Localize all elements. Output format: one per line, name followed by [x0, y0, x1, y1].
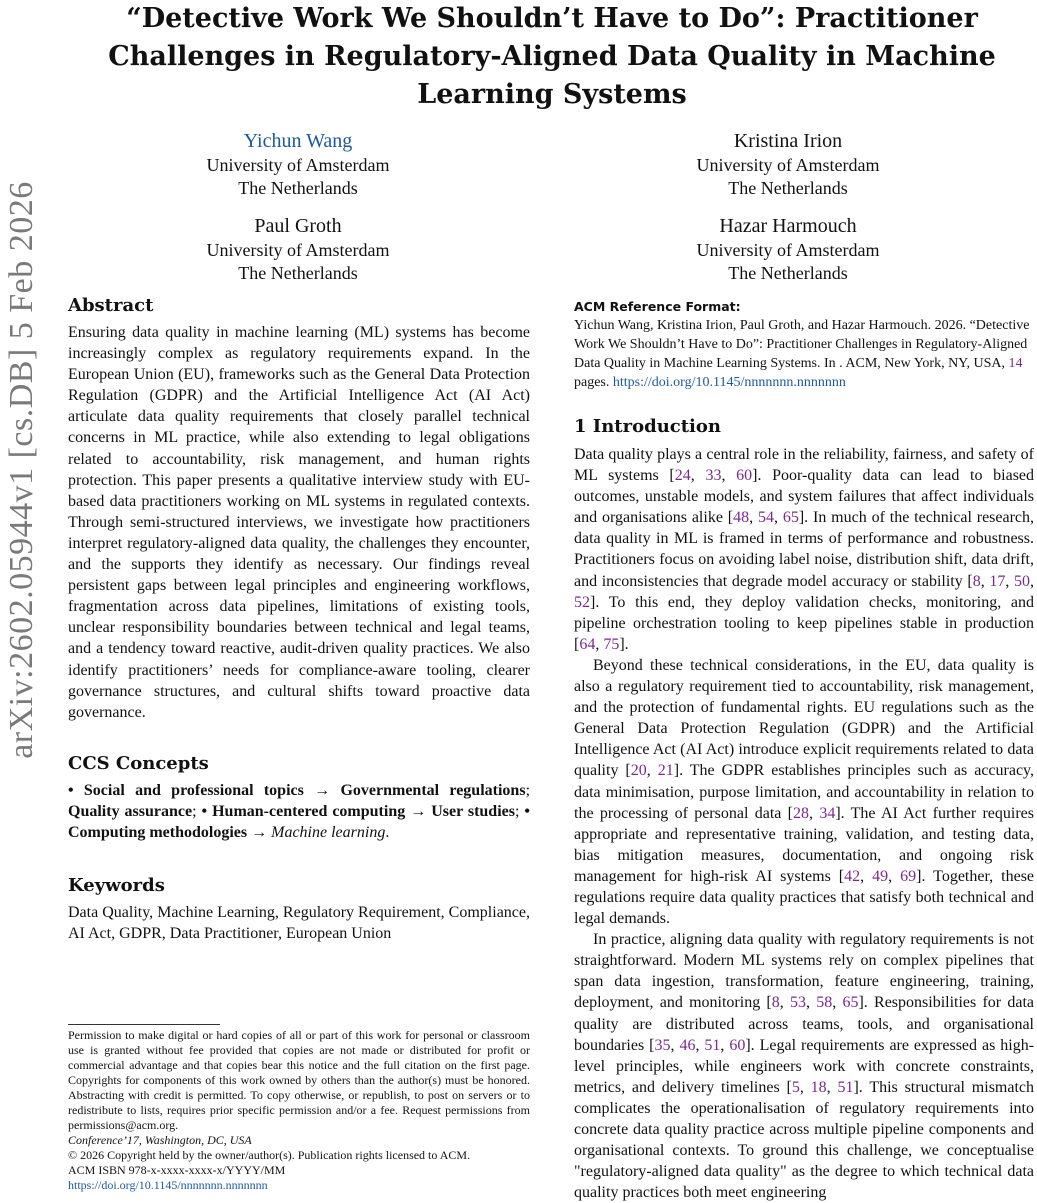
- citation-link[interactable]: 52: [574, 593, 590, 611]
- paragraph-text: ,: [773, 509, 783, 527]
- paragraph-text: ,: [1030, 572, 1035, 590]
- ccs-section: [68, 752, 530, 843]
- citation-link[interactable]: 60: [729, 1036, 746, 1054]
- footnote-doi-link[interactable]: https://doi.org/10.1145/nnnnnnn.nnnnnnn: [68, 1178, 268, 1192]
- citation-link[interactable]: 8: [972, 572, 981, 590]
- intro-paragraph-1: [574, 444, 1034, 655]
- paragraph-text: ,: [806, 994, 817, 1012]
- paragraph-text: ,: [799, 1078, 811, 1096]
- author-affiliation: University of Amsterdam: [206, 240, 390, 260]
- citation-link[interactable]: 28: [793, 804, 809, 822]
- paragraph-text: ]. To this end, they deploy validation checks, monitoring, and pipeline orchestration tooling to keep pipelines stable in production [: [574, 593, 1034, 653]
- arxiv-stamp: arXiv:2602.05944v1 [cs.DB] 5 Feb 2026: [3, 181, 40, 759]
- paragraph-text: ]. Together, these regulations require data quality practices that satisfy both technical and legal demands.: [574, 867, 1035, 928]
- paragraph-text: ,: [695, 1036, 705, 1054]
- paper-title: “Detective Work We Shouldn’t Have to Do”: Practitioner Challenges in Regulatory-Aligned Data Quality in Machine Learning Systems: [108, 3, 996, 110]
- paragraph-text: ,: [595, 635, 604, 653]
- paragraph-text: ]. Responsibilities for data quality are distributed across teams, tools, and organisational boundaries [: [574, 994, 1035, 1054]
- footnote: [68, 1028, 530, 1193]
- paragraph-text: ,: [646, 762, 658, 780]
- author-name: Hazar Harmouch: [719, 215, 857, 237]
- citation-link[interactable]: 48: [733, 509, 750, 527]
- copyright-line: © 2026 Copyright held by the owner/author(s). Publication rights licensed to ACM.: [68, 1148, 471, 1162]
- citation-link[interactable]: 58: [816, 994, 833, 1012]
- citation-link[interactable]: 33: [705, 467, 722, 485]
- citation-link[interactable]: 50: [1014, 572, 1031, 590]
- paragraph-text: ,: [809, 804, 820, 822]
- acm-ref-text: Yichun Wang, Kristina Irion, Paul Groth, and Hazar Harmouch. 2026. “Detective Work We Shouldn’t Have to Do”: Practitioner Challenges in Regulatory-Aligned Data Quality in Machine Learning Systems. In . ACM, New York, NY, USA, 14 pages. https://doi.org/10.1145/nnnnnnn.nnnnnnn: [574, 318, 1030, 390]
- paragraph-text: ,: [779, 994, 790, 1012]
- author-name: Kristina Irion: [733, 130, 843, 152]
- paragraph-text: ]. Legal requirements are expressed as high-level principles, while engineers work with concrete constraints, metrics, and delivery timelines [: [574, 1036, 1035, 1096]
- paragraph-text: ]. The GDPR establishes principles such as accuracy, data minimisation, purpose limitation, and accountability in relation to the processing of personal data [: [574, 762, 1035, 822]
- paragraph-text: ,: [826, 1078, 838, 1096]
- paragraph-text: ,: [860, 867, 873, 885]
- keywords-heading: Keywords: [68, 875, 165, 896]
- ccs-heading: CCS Concepts: [68, 753, 209, 774]
- footnote-rule: [68, 1024, 220, 1025]
- paragraph-text: ,: [720, 1036, 730, 1054]
- author-affiliation: University of Amsterdam: [696, 155, 880, 175]
- author-country: The Netherlands: [238, 263, 358, 283]
- abstract-heading: Abstract: [68, 295, 154, 316]
- citation-link[interactable]: 60: [736, 467, 753, 485]
- abstract-section: [68, 294, 530, 723]
- citation-link[interactable]: 65: [782, 509, 799, 527]
- citation-link[interactable]: 24: [674, 467, 691, 485]
- intro-paragraph-3: [574, 929, 1034, 1203]
- intro-paragraph-2: [574, 655, 1034, 929]
- author-country: The Netherlands: [728, 263, 848, 283]
- citation-link[interactable]: 20: [630, 762, 647, 780]
- paragraph-text: ,: [888, 867, 901, 885]
- author-affiliation: University of Amsterdam: [696, 240, 880, 260]
- paragraph-text: ,: [749, 509, 758, 527]
- pages-link[interactable]: 14: [1008, 356, 1023, 371]
- keywords-text: Data Quality, Machine Learning, Regulatory Requirement, Compliance, AI Act, GDPR, Data Practitioner, European Union: [68, 904, 530, 943]
- paragraph-text: ]. The AI Act further requires appropriate and representative training, validation, and testing data, bias mitigation measures, documentation, and ongoing risk management for high-risk AI systems [: [574, 804, 1035, 885]
- conference-line: Conference’17, Washington, DC, USA: [68, 1133, 252, 1147]
- paragraph-text: ]. This structural mismatch complicates the operationalisation of regulatory requirements into concrete data quality practice across multiple pipeline components and organisational contexts. To ground this challenge, we conceptualise "regulatory-aligned data quality" as the degree to which technical data quality practices both meet engineering: [574, 1078, 1035, 1202]
- citation-link[interactable]: 54: [757, 509, 774, 527]
- citation-link[interactable]: 53: [790, 994, 806, 1012]
- citation-link[interactable]: 8: [771, 994, 780, 1012]
- citation-link[interactable]: 46: [679, 1036, 696, 1054]
- isbn-line: ACM ISBN 978-x-xxxx-xxxx-x/YYYY/MM: [68, 1163, 286, 1177]
- citation-link[interactable]: 64: [579, 635, 596, 653]
- author-block: [638, 213, 938, 285]
- citation-link[interactable]: 42: [844, 867, 861, 885]
- acm-ref-doi-link[interactable]: https://doi.org/10.1145/nnnnnnn.nnnnnnn: [612, 375, 846, 390]
- citation-link[interactable]: 51: [837, 1078, 854, 1096]
- citation-link[interactable]: 75: [603, 635, 620, 653]
- paragraph-text: ,: [1005, 572, 1015, 590]
- author-block: [148, 128, 448, 200]
- citation-link[interactable]: 18: [810, 1078, 827, 1096]
- citation-link[interactable]: 21: [657, 762, 674, 780]
- paragraph-text: Data quality plays a central role in the reliability, fairness, and safety of ML systems [: [574, 446, 1034, 485]
- author-affiliation: University of Amsterdam: [206, 155, 390, 175]
- paragraph-text: ,: [980, 572, 990, 590]
- acm-ref-heading: ACM Reference Format:: [574, 299, 741, 314]
- keywords-section: [68, 874, 530, 944]
- acm-reference: [574, 298, 1034, 392]
- citation-link[interactable]: 34: [819, 804, 836, 822]
- citation-link[interactable]: 49: [872, 867, 889, 885]
- paragraph-text: ,: [670, 1036, 680, 1054]
- author-country: The Netherlands: [728, 178, 848, 198]
- intro-heading: 1 Introduction: [574, 416, 721, 437]
- permission-notice: Permission to make digital or hard copies of all or part of this work for personal or classroom use is granted without fee provided that copies are not made or distributed for profit or commercial advantage and that copies bear this notice and the full citation on the first page. Copyrights for components of this work owned by others than the author(s) must be honored. Abstracting with credit is permitted. To copy otherwise, or republish, to post on servers or to redistribute to lists, requires prior specific permission and/or a fee. Request permissions from permissions@acm.org.: [68, 1028, 530, 1132]
- author-block: [638, 128, 938, 200]
- paragraph-text: Beyond these technical considerations, in the EU, data quality is also a regulatory requirement tied to accountability, risk management, and the protection of fundamental rights. EU regulations such as the General Data Protection Regulation (GDPR) and the Artificial Intelligence Act (AI Act) introduce explicit requirements related to data quality [: [574, 656, 1034, 780]
- paragraph-text: ].: [619, 635, 629, 653]
- citation-link[interactable]: 65: [842, 994, 859, 1012]
- citation-link[interactable]: 5: [791, 1078, 800, 1096]
- paragraph-text: ]. In much of the technical research, data quality in ML is framed in terms of performance and robustness. Practitioners focus on avoiding label noise, distribution shift, data drift, and inconsistencies that degrade model accuracy or stability [: [574, 509, 1035, 590]
- abstract-text: Ensuring data quality in machine learning (ML) systems has become increasingly complex as regulatory requirements expand. In the European Union (EU), frameworks such as the General Data Protection Regulation (GDPR) and the Artificial Intelligence Act (AI Act) articulate data quality requirements that closely parallel technical concerns in ML practice, while also extending to legal obligations related to accountability, risk management, and human rights protection. This paper presents a qualitative interview study with EU-based data practitioners working on ML systems in regulated contexts. Through semi-structured interviews, we investigate how practitioners interpret regulatory-aligned data quality, the challenges they encounter, and the supports they identify as necessary. Our findings reveal persistent gaps between legal principles and engineering workflows, fragmentation across data pipelines, limitations of existing tools, unclear responsibility boundaries between technical and legal teams, and a tendency toward reactive, audit-driven quality practices. We also identify practitioners’ needs for compliance-aware tooling, clearer governance structures, and cultural shifts toward proactive data governance.: [68, 324, 530, 721]
- citation-link[interactable]: 17: [989, 572, 1006, 590]
- citation-link[interactable]: 35: [654, 1036, 671, 1054]
- paragraph-text: ]. Poor-quality data can lead to biased outcomes, unstable models, and system failures that affect individuals and organisations alike [: [574, 467, 1035, 527]
- author-name-link[interactable]: Yichun Wang: [243, 130, 353, 152]
- paragraph-text: ,: [832, 994, 843, 1012]
- introduction-section: [574, 415, 1034, 1203]
- paragraph-text: ,: [721, 467, 737, 485]
- author-country: The Netherlands: [238, 178, 358, 198]
- ccs-text: • Social and professional topics → Governmental regulations; Quality assurance; • Human-centered computing → User studies; • Computing methodologies → Machine learning.: [68, 782, 531, 842]
- citation-link[interactable]: 69: [900, 867, 917, 885]
- author-block: [148, 213, 448, 285]
- citation-link[interactable]: 51: [704, 1036, 721, 1054]
- paragraph-text: In practice, aligning data quality with regulatory requirements is not straightforward. Modern ML systems rely on complex pipelines that span data ingestion, transformation, feature engineering, training, deployment, and monitoring [: [574, 931, 1034, 1012]
- paragraph-text: ,: [690, 467, 706, 485]
- author-name: Paul Groth: [254, 215, 342, 237]
